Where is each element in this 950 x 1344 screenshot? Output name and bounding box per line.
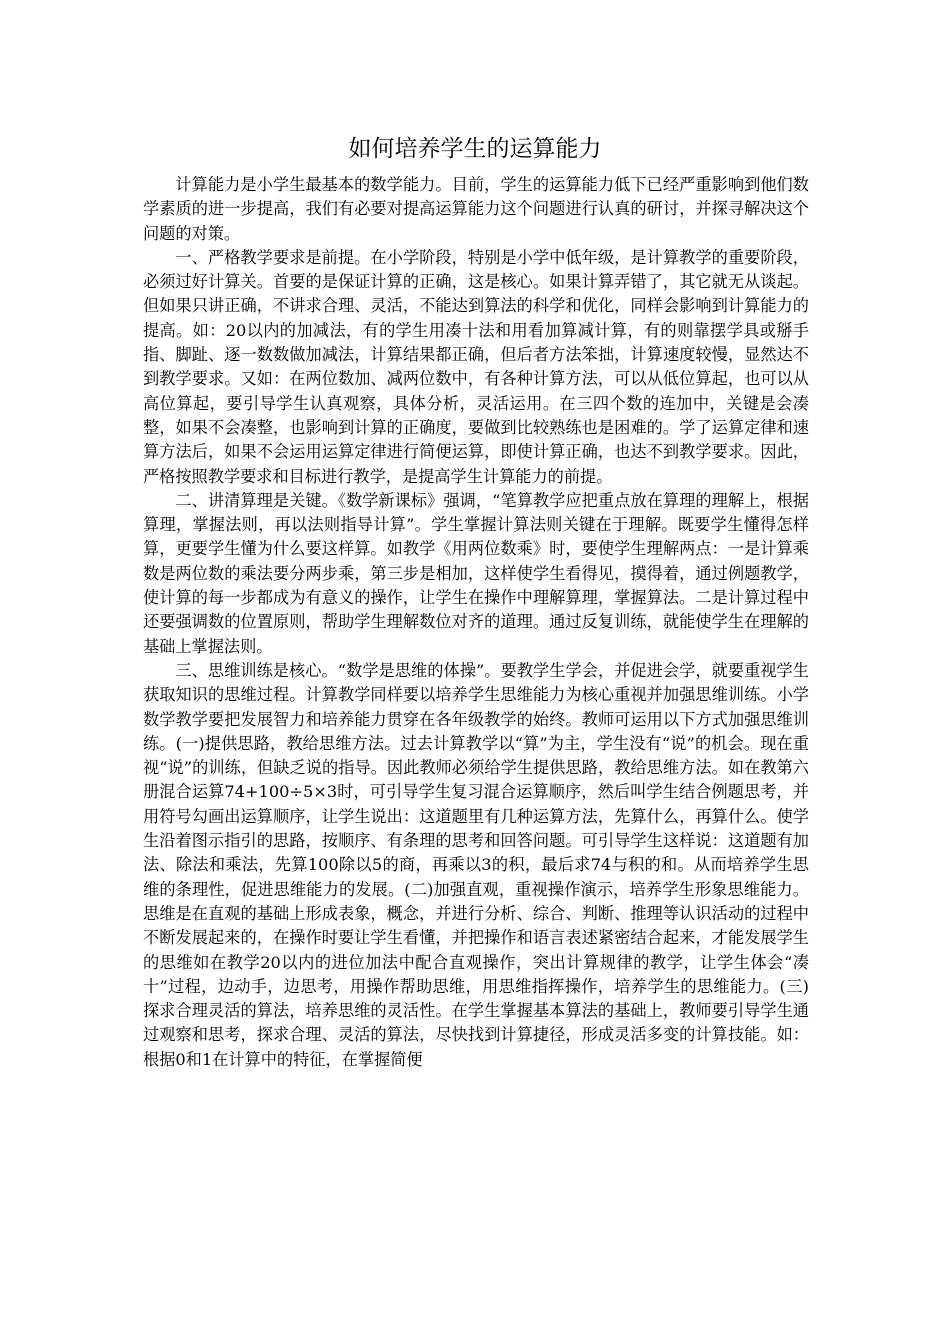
paragraph-section-2: 二、讲清算理是关键。《数学新课标》强调，“笔算教学应把重点放在算理的理解上，根据算理，掌握法则，再以法则指导计算”。学生掌握计算法则关键在于理解。既要学生懂得怎样算，更要学生懂为什么要这样算。如教学《用两位数乘》时，要使学生理解两点：一是计算乘数是两位数的乘法要分两步乘，第三步是相加，这样使学生看得见，摸得着，通过例题教学，使计算的每一步都成为有意义的操作，让学生在操作中理解算理，掌握算法。二是计算过程中还要强调数的位置原则，帮助学生理解数位对齐的道理。通过反复训练，就能使学生在理解的基础上掌握法则。 bbox=[143, 490, 809, 656]
paragraph-section-1: 一、严格教学要求是前提。在小学阶段，特别是小学中低年级，是计算教学的重要阶段，必须过好计算关。首要的是保证计算的正确，这是核心。如果计算弄错了，其它就无从谈起。但如果只讲正确，不讲求合理、灵活，不能达到算法的科学和优化，同样会影响到计算能力的提高。如：20以内的加减法，有的学生用凑十法和用看加算减计算，有的则靠摆学具或掰手指、脚趾、逐一数数做加减法，计算结果都正确，但后者方法笨拙，计算速度较慢，显然达不到教学要求。又如：在两位数加、减两位数中，有各种计算方法，可以从低位算起，也可以从高位算起，要引导学生认真观察，具体分析，灵活运用。在三四个数的连加中，关键是会凑整，如果不会凑整，也影响到计算的正确度，要做到比较熟练也是困难的。学了运算定律和速算方法后，如果不会运用运算定律进行简便运算，即使计算正确，也达不到教学要求。因此，严格按照教学要求和目标进行教学，是提高学生计算能力的前提。 bbox=[143, 247, 809, 486]
paragraph-section-3: 三、思维训练是核心。“数学是思维的体操”。要教学生学会，并促进会学，就要重视学生获取知识的思维过程。计算教学同样要以培养学生思维能力为核心重视并加强思维训练。小学数学教学要把发展智力和培养能力贯穿在各年级教学的始终。教师可运用以下方式加强思维训练。(一)提供思路，教给思维方法。过去计算教学以“算”为主，学生没有“说”的机会。现在重视“说”的训练，但缺乏说的指导。因此教师必须给学生提供思路，教给思维方法。如在教第六册混合运算74+100÷5×3时，可引导学生复习混合运算顺序，然后叫学生结合例题思考，并用符号勾画出运算顺序，让学生说出：这道题里有几种运算方法，先算什么，再算什么。使学生沿着图示指引的思路，按顺序、有条理的思考和回答问题。可引导学生这样说：这道题有加法、除法和乘法，先算100除以5的商，再乘以3的积，最后求74与积的和。从而培养学生思维的条理性，促进思维能力的发展。(二)加强直观，重视操作演示，培养学生形象思维能力。思维是在直观的基础上形成表象，概念，并进行分析、综合、判断、推理等认识活动的过程中不断发展起来的，在操作时要让学生看懂，并把操作和语言表述紧密结合起来，才能发展学生的思维如在教学20以内的进位加法中配合直观操作，突出计算规律的教学，让学生体会“凑十”过程，边动手，边思考，用操作帮助思维，用思维指挥操作，培养学生的思维能力。(三)探求合理灵活的算法，培养思维的灵活性。在学生掌握基本算法的基础上，教师要引导学生通过观察和思考，探求合理、灵活的算法，尽快找到计算捷径，形成灵活多变的计算技能。如：根据0和1在计算中的特征，在掌握简便 bbox=[143, 660, 809, 1069]
paragraph-intro: 计算能力是小学生最基本的数学能力。目前，学生的运算能力低下已经严重影响到他们数学素质的进一步提高，我们有必要对提高运算能力这个问题进行认真的研讨，并探寻解决这个问题的对策。 bbox=[143, 175, 809, 243]
document-title: 如何培养学生的运算能力 bbox=[348, 136, 602, 162]
document-body bbox=[143, 173, 809, 1072]
